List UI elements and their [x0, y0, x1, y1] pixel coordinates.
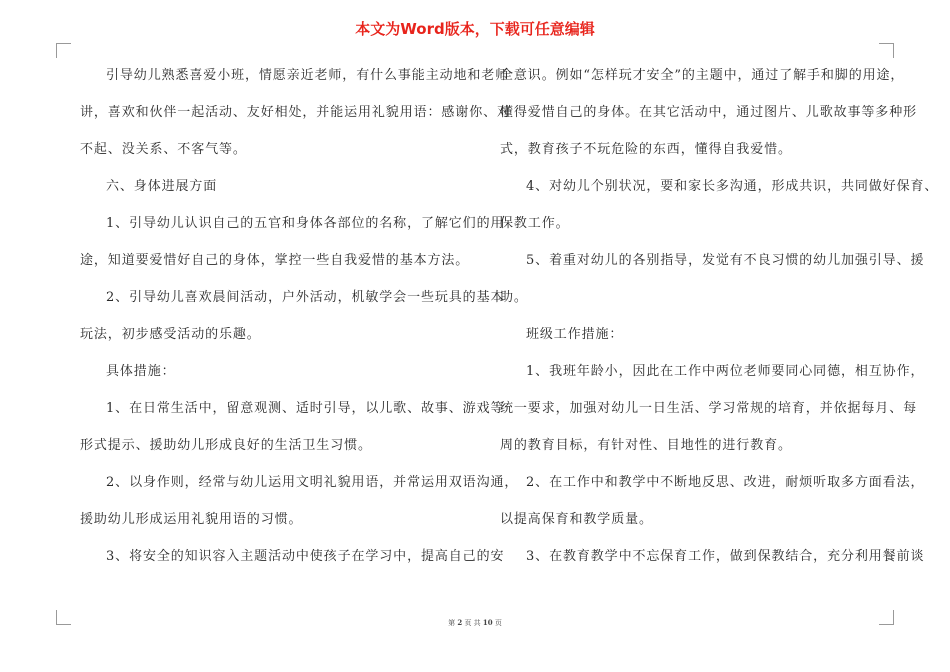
text-line: 1、在日常生活中，留意观测、适时引导，以儿歌、故事、游戏等: [106, 401, 505, 416]
text-line: 2、引导幼儿喜欢晨间活动，户外活动，机敏学会一些玩具的基本: [106, 290, 505, 305]
text-line: 3、将安全的知识容入主题活动中使孩子在学习中，提高自己的安: [106, 549, 505, 564]
text-line: 全意识。例如“怎样玩才安全”的主题中，通过了解手和脚的用途，: [500, 68, 905, 83]
word-version-banner: 本文为Word版本，下载可任意编辑: [355, 20, 595, 38]
text-line: 周的教育目标，有针对性、目地性的进行教育。: [500, 438, 792, 453]
footer-middle: 页 共: [464, 619, 481, 627]
total-pages-number: 10: [482, 618, 493, 627]
text-line: 助。: [500, 290, 528, 305]
text-line: 以提高保育和教学质量。: [500, 512, 653, 527]
text-line: 统一要求，加强对幼儿一日生活、学习常规的培育，并依据每月、每: [500, 401, 918, 416]
text-line: 途，知道要爱惜好自己的身体，掌控一些自我爱惜的基本方法。: [80, 253, 470, 268]
text-line: 形式提示、援助幼儿形成良好的生活卫生习惯。: [80, 438, 372, 453]
text-line: 1、我班年龄小，因此在工作中两位老师要同心同德，相互协作，: [526, 364, 925, 379]
current-page-number: 2: [457, 618, 463, 627]
text-line: 2、以身作则，经常与幼儿运用文明礼貌用语，并常运用双语沟通，: [106, 475, 519, 490]
text-line: 式，教育孩子不玩危险的东西，懂得自我爱惜。: [500, 142, 792, 157]
text-line: 保教工作。: [500, 216, 570, 231]
text-line: 玩法，初步感受活动的乐趣。: [80, 327, 261, 342]
corner-mark-top-left: [56, 43, 71, 58]
text-line: 六、身体进展方面: [106, 179, 218, 194]
left-text-column: [80, 64, 519, 582]
footer-prefix: 第: [448, 619, 456, 627]
text-line: 讲，喜欢和伙伴一起活动、友好相处，并能运用礼貌用语：感谢你、对: [80, 105, 511, 120]
text-line: 1、引导幼儿认识自己的五官和身体各部位的名称，了解它们的用: [106, 216, 505, 231]
text-line: 4、对幼儿个别状况，要和家长多沟通，形成共识，共同做好保育、: [526, 179, 939, 194]
text-line: 引导幼儿熟悉喜爱小班，情愿亲近老师，有什么事能主动地和老师: [106, 68, 510, 83]
text-line: 不起、没关系、不客气等。: [80, 142, 247, 157]
corner-mark-top-right: [879, 43, 894, 58]
text-line: 援助幼儿形成运用礼貌用语的习惯。: [80, 512, 303, 527]
text-line: 具体措施：: [106, 364, 176, 379]
right-text-column: [500, 64, 939, 582]
text-line: 2、在工作中和教学中不断地反思、改进，耐烦听取多方面看法，: [526, 475, 925, 490]
text-line: 5、着重对幼儿的各别指导，发觉有不良习惯的幼儿加强引导、援: [526, 253, 925, 268]
text-line: 懂得爱惜自己的身体。在其它活动中，通过图片、儿歌故事等多种形: [500, 105, 918, 120]
text-line: 班级工作措施：: [526, 327, 624, 342]
footer-suffix: 页: [494, 619, 502, 627]
text-line: 3、在教育教学中不忘保育工作，做到保教结合，充分利用餐前谈: [526, 549, 925, 564]
page-footer: [0, 618, 950, 628]
